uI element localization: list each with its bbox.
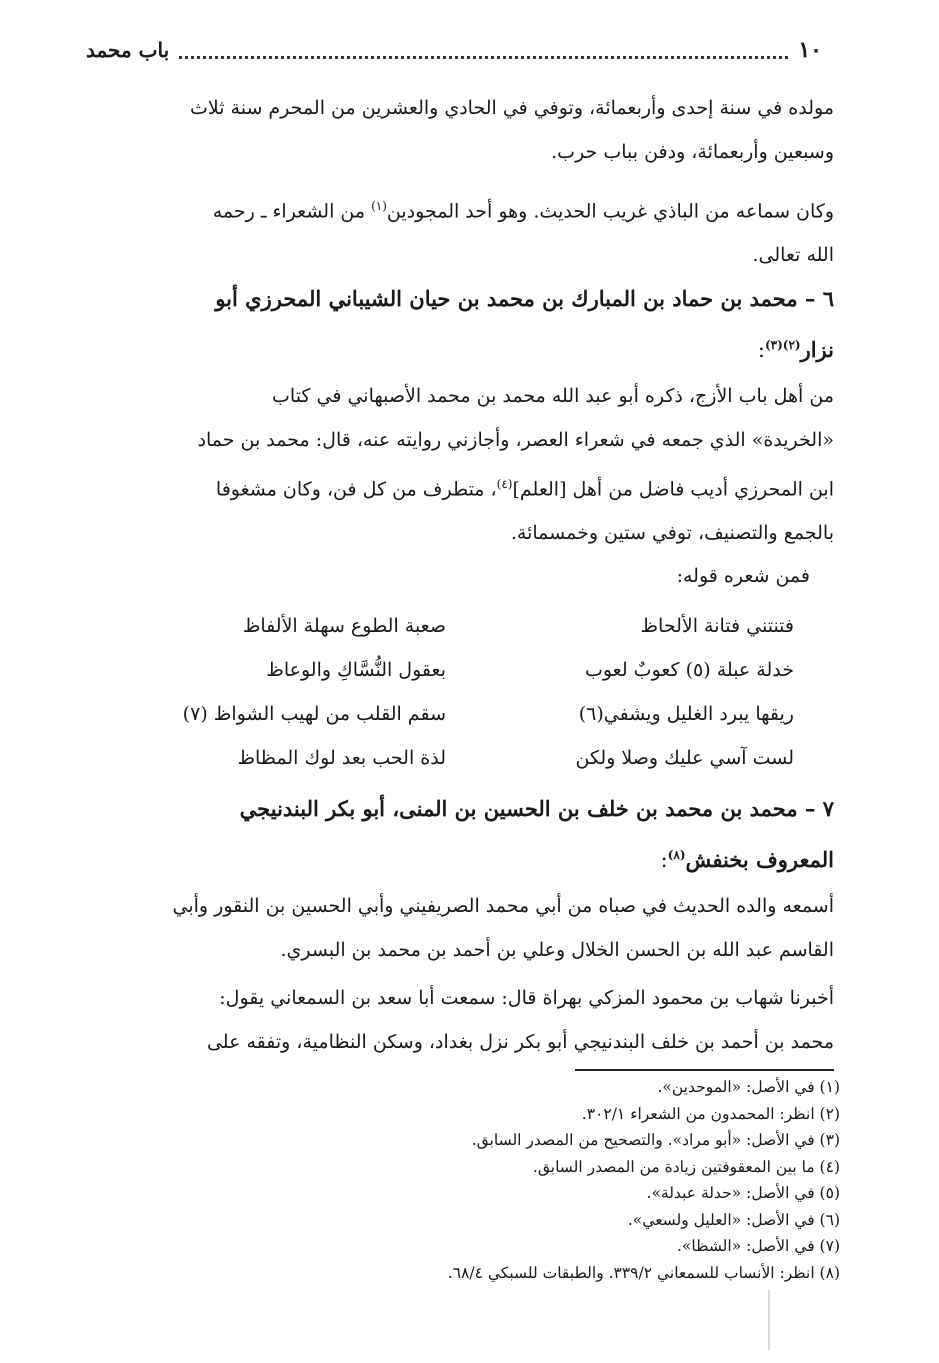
poem-verse: [86, 604, 834, 648]
verse-second-hemistich: بعقول النُّسَّاكِ والوعاظ: [266, 659, 446, 681]
verse-second-hemistich: صعبة الطوع سهلة الألفاظ: [242, 615, 446, 637]
text-line: أخبرنا شهاب بن محمود المزكي بهراة قال: سمعت أبا سعد بن السمعاني يقول:: [219, 987, 834, 1009]
heading-line: ٦ – محمد بن حماد بن المبارك بن محمد بن حيان الشيباني المحرزي أبو: [215, 286, 834, 311]
chapter-title: باب محمد: [86, 38, 170, 62]
paragraph-biography: [86, 374, 834, 555]
footnote-ref: (٢)(٣): [764, 338, 801, 352]
text-line: «الخريدة» الذي جمعه في شعراء العصر، وأجازني روايته عنه، قال: محمد بن حماد: [197, 429, 834, 451]
text-line: وسبعين وأربعمائة، ودفن بباب حرب.: [551, 141, 834, 163]
footnote: (٢) انظر: المحمدون من الشعراء ٣٠٢/١.: [581, 1104, 840, 1123]
poem-intro: فمن شعره قوله:: [676, 565, 810, 587]
text-span: :: [757, 338, 765, 362]
footnote: (٦) في الأصل: «العليل ولسعي».: [627, 1210, 840, 1229]
paragraph-narration: [86, 976, 834, 1064]
poem-verse: [86, 736, 834, 780]
footnote-ref: (١): [371, 199, 387, 213]
footnote: (٣) في الأصل: «أبو مراد». والتصحيح من المصدر السابق.: [471, 1131, 840, 1149]
paragraph-birth-death: [86, 86, 834, 174]
text-span: وكان سماعه من الباذي غريب الحديث. وهو أحد المجودين: [386, 200, 834, 223]
text-span: من الشعراء ـ رحمه: [212, 200, 372, 223]
text-span: نزار: [800, 337, 834, 362]
footnote: (٨) انظر: الأنساب للسمعاني ٣٣٩/٢. والطبقات للسبكي ٦٨/٤.: [447, 1263, 840, 1282]
verse-first-hemistich: فتنتني فتانة الألحاظ: [640, 615, 794, 637]
text-span: ابن المحرزي أديب فاضل من أهل [العلم]: [512, 478, 834, 501]
entry-heading-6: [86, 276, 834, 373]
footnote-separator: [575, 1069, 834, 1071]
verse-first-hemistich: لست آسي عليك وصلا ولكن: [575, 747, 794, 769]
text-line: مولده في سنة إحدى وأربعمائة، وتوفي في الحادي والعشرين من المحرم سنة ثلاث: [190, 97, 834, 119]
text-span: :: [660, 848, 668, 872]
text-line: محمد بن أحمد بن خلف البندنيجي أبو بكر نزل بغداد، وسكن النظامية، وتفقه على: [206, 1031, 834, 1053]
text-span: المعروف بخنفش: [685, 847, 834, 872]
heading-line: ٧ – محمد بن محمد بن خلف بن الحسين بن المنى، أبو بكر البندنيجي: [239, 796, 834, 821]
verse-second-hemistich: سقم القلب من لهيب الشواظ (٧): [182, 703, 446, 725]
text-line: [86, 462, 834, 511]
header-leader-dots: [179, 56, 788, 59]
verse-first-hemistich: ريقها يبرد الغليل ويشفي(٦): [578, 703, 794, 725]
page-number: ١٠: [798, 37, 822, 63]
verse-second-hemistich: لذة الحب بعد لوك المظاظ: [237, 747, 446, 769]
text-line: بالجمع والتصنيف، توفي ستين وخمسمائة.: [510, 522, 834, 545]
verse-first-hemistich: خدلة عبلة (٥) كعوبٌ لعوب: [584, 659, 794, 681]
text-line: أسمعه والده الحديث في صباه من أبي محمد الصريفيني وأبي الحسين بن النقور وأبي: [172, 895, 834, 917]
heading-line: [86, 832, 834, 883]
entry-heading-7: [86, 786, 834, 883]
heading-line: [86, 322, 834, 373]
scan-artifact: [768, 1290, 770, 1350]
poem-verse: [86, 692, 834, 736]
paragraph-hearing: [86, 184, 834, 277]
footnote-ref: (٨): [667, 848, 686, 862]
footnote: (٥) في الأصل: «حدلة عبدلة».: [646, 1184, 840, 1202]
text-line: الله تعالى.: [752, 244, 834, 267]
footnotes: [300, 1074, 840, 1286]
footnote: (٤) ما بين المعقوفتين زيادة من المصدر السابق.: [532, 1157, 840, 1176]
text-line: القاسم عبد الله بن الحسن الخلال وعلي بن أحمد بن محمد بن البسري.: [280, 939, 834, 961]
footnote: (٧) في الأصل: «الشظا».: [676, 1237, 840, 1255]
poem-verse: [86, 648, 834, 692]
text-line: من أهل باب الأزج، ذكره أبو عبد الله محمد بن محمد الأصبهاني في كتاب: [272, 385, 834, 407]
running-header: [86, 34, 822, 66]
paragraph-teachers: [86, 884, 834, 972]
footnote-ref: (٤): [496, 477, 513, 491]
text-line: [86, 184, 834, 233]
footnote: (١) في الأصل: «الموحدين».: [657, 1078, 840, 1096]
text-span: ، متطرف من كل فن، وكان مشغوفا: [215, 478, 497, 501]
